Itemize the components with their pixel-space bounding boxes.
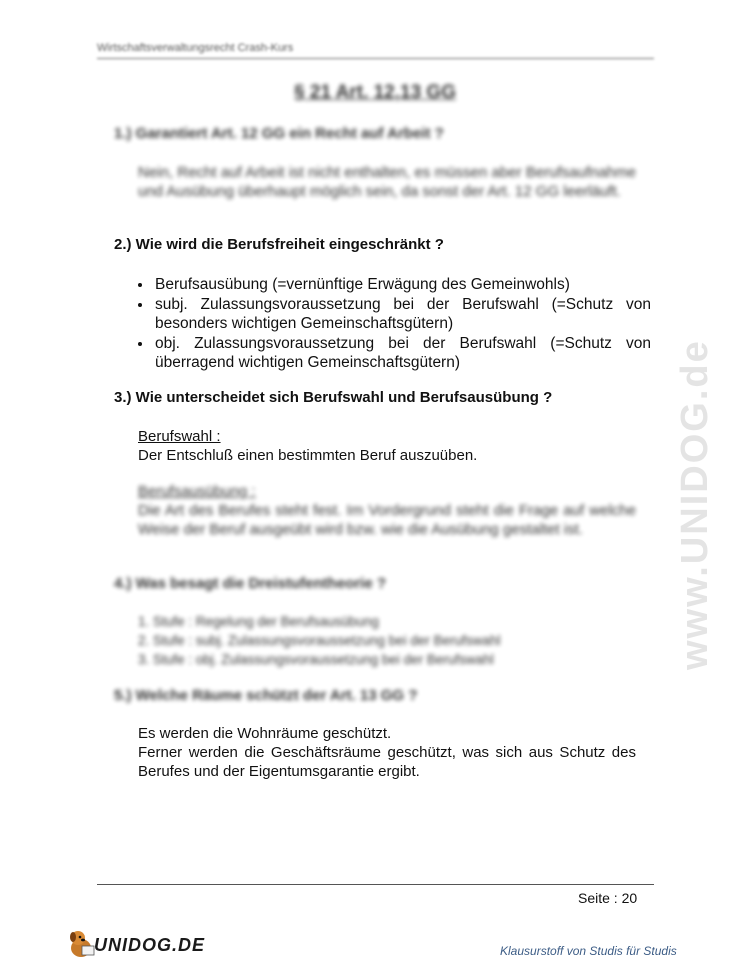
- unidog-logo: [66, 928, 206, 962]
- list-item: • subj. Zulassungsvoraussetzung bei der Berufswahl (=Schutz von besonders wichtigen Gemeinschaftsgütern): [153, 295, 651, 334]
- answer-5-line-1: Es werden die Wohnräume geschützt.: [138, 725, 392, 742]
- footer-tagline: Klausurstoff von Studis für Studis: [500, 944, 677, 958]
- page-header: Wirtschaftsverwaltungsrecht Crash-Kurs: [97, 42, 654, 59]
- ausuebung-heading: Berufsausübung :: [138, 483, 256, 500]
- question-1: 1.) Garantiert Art. 12 GG ein Recht auf Arbeit ?: [114, 125, 444, 142]
- ausuebung-block: [138, 482, 636, 539]
- stufen-list: [138, 612, 500, 669]
- list-item: • obj. Zulassungsvoraussetzung bei der Berufswahl (=Schutz von überragend wichtigen Gemeinschaftsgütern): [153, 334, 651, 373]
- answer-1: Nein, Recht auf Arbeit ist nicht enthalten, es müssen aber Berufsaufnahme und Ausübung überhaupt möglich sein, da sonst der Art. 12 GG leerläuft.: [138, 164, 636, 200]
- ausuebung-text: Die Art des Berufes steht fest. Im Vordergrund steht die Frage auf welche Weise der Beruf ausgeübt wird bzw. wie die Ausübung gestaltet ist.: [138, 502, 636, 538]
- berufswahl-text: Der Entschluß einen bestimmten Beruf auszuüben.: [138, 447, 478, 464]
- question-5: 5.) Welche Räume schützt der Art. 13 GG ?: [114, 687, 418, 704]
- list-item: 1. Stufe : Regelung der Berufsausübung: [138, 614, 379, 629]
- berufswahl-heading: Berufswahl :: [138, 428, 221, 445]
- logo-text: UNIDOG.DE: [94, 935, 206, 955]
- question-4: 4.) Was besagt die Dreistufentheorie ?: [114, 575, 386, 592]
- page-title: § 21 Art. 12,13 GG: [294, 82, 456, 103]
- footer-divider: [97, 884, 654, 885]
- watermark: www.UNIDOG.de: [674, 339, 716, 670]
- list-item: 3. Stufe : obj. Zulassungsvoraussetzung bei der Berufswahl: [138, 652, 494, 667]
- restriction-list: [138, 275, 651, 373]
- question-3: 3.) Wie unterscheidet sich Berufswahl und Berufsausübung ?: [114, 389, 553, 406]
- dog-icon: [66, 928, 96, 960]
- answer-5: [138, 724, 636, 781]
- berufswahl-block: [138, 427, 636, 465]
- list-item: • Berufsausübung (=vernünftige Erwägung des Gemeinwohls): [153, 275, 651, 295]
- answer-5-line-2: Ferner werden die Geschäftsräume geschützt, was sich aus Schutz des Berufes und der Eigentumsgarantie ergibt.: [138, 744, 636, 780]
- page-number: Seite : 20: [578, 890, 638, 906]
- list-item: 2. Stufe : subj. Zulassungsvoraussetzung bei der Berufswahl: [138, 633, 501, 648]
- question-2: 2.) Wie wird die Berufsfreiheit eingeschränkt ?: [114, 236, 444, 253]
